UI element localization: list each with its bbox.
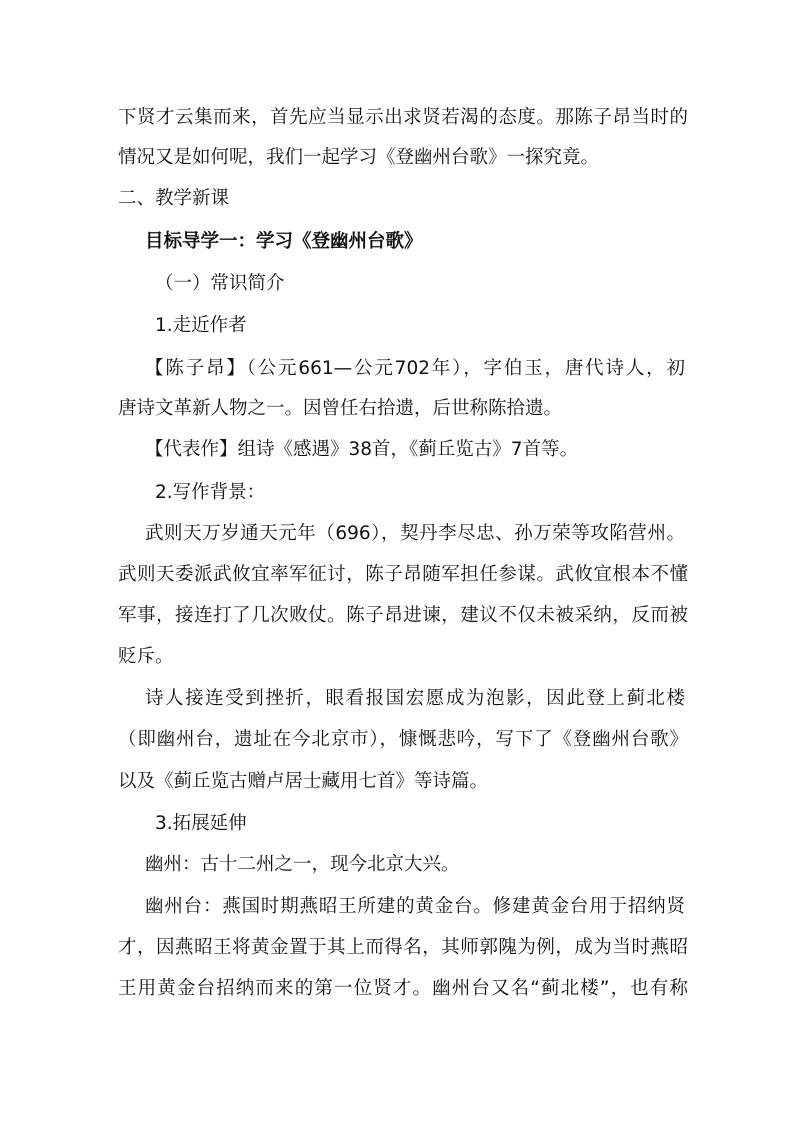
- poet-line-1: 诗人接连受到挫折，眼看报国宏愿成为泡影，因此登上蓟北楼: [145, 688, 685, 709]
- section-heading: 二、教学新课: [118, 188, 230, 209]
- item-heading-author: 1.走近作者: [155, 315, 247, 336]
- background-line-1: 武则天万岁通天元年（696），契丹李尽忠、孙万荣等攻陷营州。: [145, 523, 685, 544]
- author-line-2: 唐诗文革新人物之一。因曾任右拾遗，后世称陈拾遗。: [118, 398, 563, 419]
- youzhoutai-line-1: 幽州台：燕国时期燕昭王所建的黄金台。修建黄金台用于招纳贤: [145, 896, 685, 917]
- background-line-4: 贬斥。: [118, 646, 174, 667]
- youzhou-line: 幽州：古十二州之一，现今北京大兴。: [145, 854, 460, 875]
- poet-line-2: （即幽州台，遗址在今北京市），慷慨悲吟，写下了《登幽州台歌》: [118, 729, 688, 750]
- youzhoutai-line-3: 王用黄金台招纳而来的第一位贤才。幽州台又名“蓟北楼”，也有称: [118, 978, 688, 999]
- works-line: 【代表作】组诗《感遇》38首，《蓟丘览古》7首等。: [145, 439, 579, 460]
- text-line-1: 下贤才云集而来，首先应当显示出求贤若渴的态度。那陈子昂当时的: [118, 107, 688, 128]
- text-line-2: 情况又是如何呢，我们一起学习《登幽州台歌》一探究竟。: [118, 147, 600, 168]
- background-line-2: 武则天委派武攸宜率军征讨，陈子昂随军担任参谋。武攸宜根本不懂: [118, 564, 688, 585]
- item-heading-background: 2.写作背景：: [155, 482, 266, 503]
- poet-line-3: 以及《蓟丘览古赠卢居士藏用七首》等诗篇。: [118, 771, 489, 792]
- subsection-heading: 目标导学一：学习《登幽州台歌》: [145, 231, 423, 252]
- item-heading-extension: 3.拓展延伸: [155, 813, 247, 834]
- background-line-3: 军事，接连打了几次败仗。陈子昂进谏，建议不仅未被采纳，反而被: [118, 605, 688, 626]
- youzhoutai-line-2: 才，因燕昭王将黄金置于其上而得名，其师郭隗为例，成为当时燕昭: [118, 937, 688, 958]
- author-line-1: 【陈子昂】（公元661—公元702年），字伯玉，唐代诗人，初: [145, 358, 685, 379]
- subheading-common-knowledge: （一）常识简介: [155, 273, 285, 294]
